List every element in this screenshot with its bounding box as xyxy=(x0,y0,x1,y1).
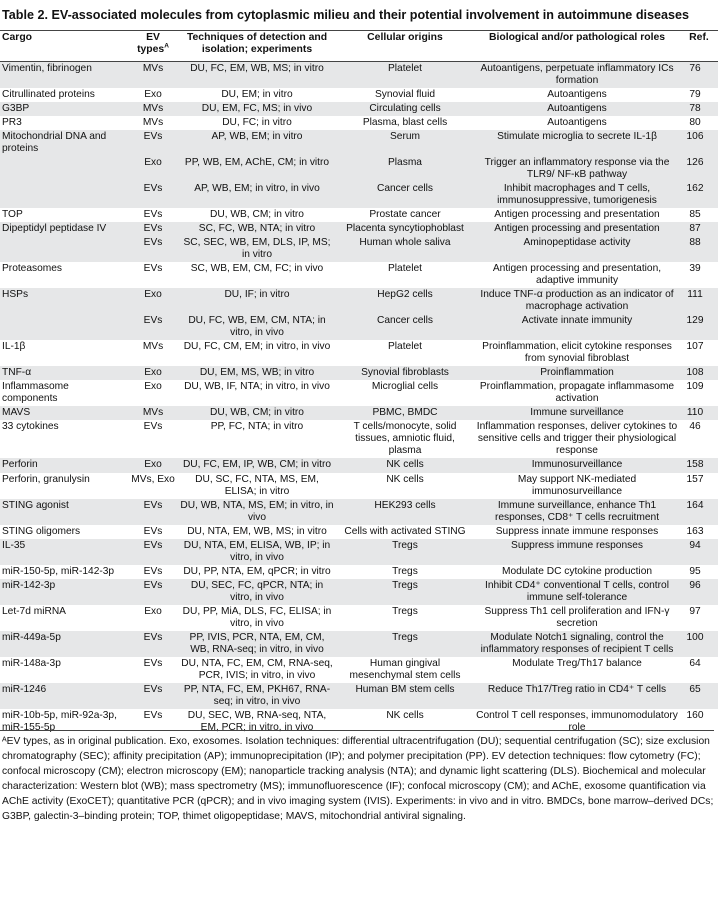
cell-technique: DU, WB, NTA, MS, EM; in vitro, in vivo xyxy=(178,499,336,525)
table-body xyxy=(0,61,718,735)
cell-role: Suppress innate immune responses xyxy=(495,525,659,537)
cell-ref: 80 xyxy=(689,116,701,128)
cell-technique: SC, FC, WB, NTA; in vitro xyxy=(178,222,336,236)
cell-origin: Human BM stem cells xyxy=(336,683,474,709)
cell-ref: 111 xyxy=(680,288,718,314)
cell-role: Antigen processing and presentation, adaptive immunity xyxy=(492,263,662,287)
cell-ref: 163 xyxy=(686,525,704,537)
cell-ev-type: EVs xyxy=(128,631,178,657)
cell-ev-type: EVs xyxy=(128,539,178,565)
cell-cargo: miR-10b-5p, miR-92a-3p, miR-155-5p xyxy=(2,710,117,734)
cell-role: Autoantigens xyxy=(547,88,607,100)
cell-technique: SC, SEC, WB, EM, DLS, IP, MS; in vitro xyxy=(178,236,336,262)
cell-cargo: 33 cytokines xyxy=(2,421,59,433)
cell-origin: Plasma, blast cells xyxy=(362,116,448,128)
cell-ev-type: EVs xyxy=(143,657,163,669)
cell-ev-type: Exo xyxy=(144,605,162,617)
cell-technique: DU, EM; in vitro xyxy=(221,88,293,100)
table-row xyxy=(0,458,718,472)
header-ref: Ref. xyxy=(680,31,718,62)
cell-role: Control T cell responses, immunomodulatory role xyxy=(476,710,678,734)
cell-technique: PP, FC, NTA; in vitro xyxy=(210,421,304,433)
cell-cargo: Mitochondrial DNA and proteins xyxy=(0,130,128,156)
cell-ref: 96 xyxy=(680,579,718,605)
cell-origin: Human gingival mesenchymal stem cells xyxy=(349,657,461,681)
table-row xyxy=(0,499,718,525)
table-row xyxy=(0,657,718,683)
cell-ref: 157 xyxy=(686,473,704,485)
cell-cargo: Dipeptidyl peptidase IV xyxy=(0,222,128,236)
cell-ev-type: EVs xyxy=(128,130,178,156)
cell-role: Modulate DC cytokine production xyxy=(501,565,653,577)
cell-technique: DU, EM, FC, MS; in vivo xyxy=(178,102,336,116)
cell-role: Suppress immune responses xyxy=(474,539,680,565)
cell-cargo: Perforin, granulysin xyxy=(2,473,90,485)
cell-origin: Placenta syncytiophoblast xyxy=(336,222,474,236)
table-row xyxy=(0,61,718,88)
cell-ref: 94 xyxy=(680,539,718,565)
header-cargo: Cargo xyxy=(0,31,128,62)
cell-role: Inhibit CD4⁺ conventional T cells, control immune self-tolerance xyxy=(474,579,680,605)
cell-technique: SC, WB, EM, CM, FC; in vivo xyxy=(190,263,324,274)
cell-role: Autoantigens, perpetuate inflammatory ICs formation xyxy=(474,61,680,88)
cell-technique: DU, FC, EM, IP, WB, CM; in vitro xyxy=(178,458,336,472)
cell-ev-type: MVs xyxy=(142,341,164,353)
cell-technique: DU, NTA, EM, WB, MS; in vitro xyxy=(187,525,327,537)
cell-role: Immune surveillance, enhance Th1 responses, CD8⁺ T cells recruitment xyxy=(474,499,680,525)
cell-technique: DU, IF; in vitro xyxy=(178,288,336,314)
cell-ref: 87 xyxy=(680,222,718,236)
cell-ev-type: MVs xyxy=(128,61,178,88)
cell-ev-type: MVs xyxy=(128,102,178,116)
cell-technique: DU, NTA, EM, ELISA, WB, IP; in vitro, in vivo xyxy=(178,539,336,565)
table-row xyxy=(0,288,718,314)
cell-technique: DU, WB, CM; in vitro xyxy=(178,406,336,420)
cell-ref: 162 xyxy=(680,182,718,208)
cell-ev-type: EVs xyxy=(128,314,178,340)
cell-cargo: TOP xyxy=(2,208,23,220)
cell-technique: DU, FC, WB, EM, CM, NTA; in vitro, in vivo xyxy=(178,314,336,340)
cell-ref: 109 xyxy=(686,381,704,393)
cell-cargo: Perforin xyxy=(0,458,128,472)
cell-ref: 110 xyxy=(680,406,718,420)
cell-ref: 65 xyxy=(680,683,718,709)
cell-role: Immunosurveillance xyxy=(474,458,680,472)
cell-ref: 64 xyxy=(689,657,701,669)
cell-technique: DU, SC, FC, NTA, MS, EM, ELISA; in vitro xyxy=(195,473,319,497)
cell-origin: Platelet xyxy=(388,263,422,274)
cell-ref: 108 xyxy=(680,366,718,380)
cell-role: Stimulate microglia to secrete IL-1β xyxy=(474,130,680,156)
cell-origin: Synovial fluid xyxy=(374,88,436,100)
cell-technique: DU, SEC, WB, RNA-seq, NTA, EM, PCR; in vitro, in vivo xyxy=(187,710,327,734)
table-row xyxy=(0,631,718,657)
table-row xyxy=(0,565,718,579)
cell-ev-type: Exo xyxy=(128,366,178,380)
cell-ev-type: MVs xyxy=(142,116,164,128)
table-footnote: ᴬEV types, as in original publication. Exo, exosomes. Isolation techniques: differential ultracentrifugation (DU); sequential centrifugation (SC); size exclusion chromatography (SEC); affinity precipitation (AP); immunoprecipitation (IP); and polymer precipitation (PP). EV detection techniques: flow cytometry (FC); confocal microscopy (CM); electron microscopy (EM); nanoparticle tracking analysis (NTA); and dynamic light scattering (DLS). Biochemical and molecular characterization: Western blot (WB); mass spectrometry (MS); immunofluorescence (IF); confocal microscopy (CM); and AChE, exosome quantification via AChE activity (ExoCET); quantitative PCR (qPCR); and in vivo imaging system (IVIS). Experiments: in vivo and in vitro. BMDCs, bone marrow–derived DCs; G3BP, galectin-3–binding protein; TOP, thimet oligopeptidase; MAVS, mitochondrial antiviral signaling. xyxy=(0,730,714,825)
cell-origin: Circulating cells xyxy=(336,102,474,116)
cell-ev-type: EVs xyxy=(128,683,178,709)
cell-role: Autoantigens xyxy=(547,116,607,128)
cell-ev-type: EVs xyxy=(143,263,163,274)
cell-role: Antigen processing and presentation xyxy=(494,208,660,220)
cell-ev-type: Exo xyxy=(128,288,178,314)
cell-cargo xyxy=(0,314,128,340)
table-row xyxy=(0,88,718,102)
cell-origin: Tregs xyxy=(392,605,418,617)
cell-origin: NK cells xyxy=(336,458,474,472)
cell-cargo: STING oligomers xyxy=(2,525,81,537)
cell-cargo: miR-449a-5p xyxy=(0,631,128,657)
table-row xyxy=(0,605,718,631)
cell-cargo: IL-35 xyxy=(0,539,128,565)
cell-origin: Microglial cells xyxy=(371,381,439,393)
cell-role: Autoantigens xyxy=(474,102,680,116)
cell-origin: Tregs xyxy=(336,579,474,605)
cell-origin: Tregs xyxy=(392,565,418,577)
cell-technique: DU, PP, NTA, EM, qPCR; in vitro xyxy=(183,565,331,577)
cell-cargo: HSPs xyxy=(0,288,128,314)
table-row xyxy=(0,340,718,366)
cell-technique: DU, WB, IF, NTA; in vitro, in vivo xyxy=(184,381,330,393)
cell-ev-type: Exo xyxy=(128,458,178,472)
cell-ref: 95 xyxy=(689,565,701,577)
cell-cargo: Inflammasome components xyxy=(2,381,69,405)
table-row xyxy=(0,236,718,262)
cell-cargo: STING agonist xyxy=(0,499,128,525)
table-row xyxy=(0,525,718,539)
cell-cargo: MAVS xyxy=(0,406,128,420)
cell-technique: PP, NTA, FC, EM, PKH67, RNA-seq; in vitro, in vivo xyxy=(178,683,336,709)
table-row xyxy=(0,130,718,156)
cell-cargo: PR3 xyxy=(2,116,22,128)
header-origins: Cellular origins xyxy=(336,31,474,62)
cell-role: Modulate Treg/Th17 balance xyxy=(512,657,642,669)
table-row xyxy=(0,473,718,499)
cell-ev-type: EVs xyxy=(143,565,163,577)
cell-cargo: Let-7d miRNA xyxy=(2,605,66,617)
cell-origin: Cells with activated STING xyxy=(344,525,466,537)
cell-cargo: miR-142-3p xyxy=(0,579,128,605)
header-roles: Biological and/or pathological roles xyxy=(474,31,680,62)
cell-ref: 158 xyxy=(680,458,718,472)
cell-role: Proinflammation, propagate inflammasome activation xyxy=(479,381,675,405)
cell-role: Suppress Th1 cell proliferation and IFN-γ secretion xyxy=(484,605,670,629)
cell-technique: DU, FC; in vitro xyxy=(222,116,292,128)
cell-origin: T cells/monocyte, solid tissues, amniotic fluid, plasma xyxy=(353,421,457,457)
header-ev-types-label: EV types xyxy=(137,32,165,56)
cell-role: Aminopeptidase activity xyxy=(474,236,680,262)
table-row xyxy=(0,366,718,380)
cell-ref: 46 xyxy=(689,421,701,433)
table-row xyxy=(0,116,718,130)
cell-origin: Human whole saliva xyxy=(336,236,474,262)
cell-technique: DU, FC, CM, EM; in vitro, in vivo xyxy=(183,341,331,353)
cell-origin: Serum xyxy=(336,130,474,156)
cell-technique: DU, NTA, FC, EM, CM, RNA-seq, PCR, IVIS; in vitro, in vivo xyxy=(181,657,333,681)
cell-ev-type: Exo xyxy=(144,88,162,100)
table-row xyxy=(0,420,718,458)
cell-technique: DU, WB, CM; in vitro xyxy=(210,208,304,220)
table-row xyxy=(0,208,718,222)
table-row xyxy=(0,406,718,420)
cell-ref: 107 xyxy=(686,341,704,353)
cell-technique: DU, SEC, FC, qPCR, NTA; in vitro, in vivo xyxy=(178,579,336,605)
cell-ref: 88 xyxy=(680,236,718,262)
table-row xyxy=(0,539,718,565)
cell-role: Trigger an inflammatory response via the TLR9/ NF-κB pathway xyxy=(474,156,680,182)
cell-origin: PBMC, BMDC xyxy=(336,406,474,420)
cell-origin: Tregs xyxy=(336,539,474,565)
cell-ev-type: EVs xyxy=(143,421,163,433)
cell-origin: NK cells xyxy=(386,710,424,722)
cell-ev-type: EVs xyxy=(143,710,163,722)
cell-technique: DU, EM, MS, WB; in vitro xyxy=(178,366,336,380)
cell-role: May support NK-mediated immunosurveillance xyxy=(517,473,637,497)
table-row xyxy=(0,314,718,340)
cell-ref: 126 xyxy=(680,156,718,182)
cell-ref: 78 xyxy=(680,102,718,116)
cell-role: Antigen processing and presentation xyxy=(474,222,680,236)
cell-cargo: miR-1246 xyxy=(0,683,128,709)
cell-ev-type: MVs, Exo xyxy=(131,473,175,485)
cell-origin: NK cells xyxy=(386,473,424,485)
header-ev-types xyxy=(128,31,178,62)
cell-role: Modulate Notch1 signaling, control the inflammatory responses of recipient T cells xyxy=(474,631,680,657)
cell-role: Immune surveillance xyxy=(474,406,680,420)
table-title: Table 2. EV-associated molecules from cytoplasmic milieu and their potential involvement in autoimmune diseases xyxy=(2,8,690,22)
cell-cargo: Vimentin, fibrinogen xyxy=(0,61,128,88)
header-ev-types-footnote-marker: A xyxy=(164,42,169,50)
cell-ref: 100 xyxy=(680,631,718,657)
cell-ref: 76 xyxy=(680,61,718,88)
header-techniques: Techniques of detection and isolation; experiments xyxy=(178,31,336,62)
cell-role: Reduce Th17/Treg ratio in CD4⁺ T cells xyxy=(474,683,680,709)
cell-ev-type: EVs xyxy=(128,236,178,262)
cell-origin: Synovial fibroblasts xyxy=(336,366,474,380)
cell-cargo xyxy=(0,156,128,182)
cell-origin: Plasma xyxy=(336,156,474,182)
cell-cargo: TNF-α xyxy=(0,366,128,380)
table-row xyxy=(0,102,718,116)
cell-ref: 97 xyxy=(689,605,701,617)
cell-ref: 106 xyxy=(680,130,718,156)
cell-cargo: Proteasomes xyxy=(2,263,63,274)
cell-ref: 129 xyxy=(680,314,718,340)
cell-role: Activate innate immunity xyxy=(474,314,680,340)
cell-ev-type: EVs xyxy=(143,208,163,220)
table-row xyxy=(0,262,718,288)
cell-ref: 164 xyxy=(680,499,718,525)
cell-ev-type: EVs xyxy=(143,525,163,537)
cell-origin: Platelet xyxy=(388,341,422,353)
cell-cargo: Citrullinated proteins xyxy=(2,88,95,100)
cell-cargo: G3BP xyxy=(0,102,128,116)
cell-origin: Cancer cells xyxy=(336,182,474,208)
cell-ev-type: MVs xyxy=(128,406,178,420)
cell-cargo xyxy=(0,236,128,262)
cell-ev-type: EVs xyxy=(128,499,178,525)
cell-origin: Cancer cells xyxy=(336,314,474,340)
cell-ref: 85 xyxy=(689,208,701,220)
cell-ref: 160 xyxy=(686,710,704,722)
cell-technique: PP, IVIS, PCR, NTA, EM, CM, WB, RNA-seq; in vitro, in vivo xyxy=(178,631,336,657)
table-row xyxy=(0,222,718,236)
cell-origin: HEK293 cells xyxy=(336,499,474,525)
cell-ref: 39 xyxy=(689,263,701,274)
cell-ev-type: Exo xyxy=(128,156,178,182)
cell-origin: Platelet xyxy=(336,61,474,88)
table-row xyxy=(0,579,718,605)
cell-technique: DU, PP, MiA, DLS, FC, ELISA; in vitro, in vivo xyxy=(182,605,332,629)
cell-cargo: IL-1β xyxy=(2,341,26,353)
cell-technique: DU, FC, EM, WB, MS; in vitro xyxy=(178,61,336,88)
table-row xyxy=(0,683,718,709)
cell-ev-type: EVs xyxy=(128,222,178,236)
cell-role: Inhibit macrophages and T cells, immunosuppressive, tumorigenesis xyxy=(474,182,680,208)
cell-role: Proinflammation, elicit cytokine responses from synovial fibroblast xyxy=(482,341,672,365)
cell-ev-type: EVs xyxy=(128,182,178,208)
cell-role: Inflammation responses, deliver cytokines to sensitive cells and trigger their physiological response xyxy=(476,421,678,457)
cell-cargo: miR-148a-3p xyxy=(2,657,61,669)
cell-ev-type: Exo xyxy=(144,381,162,393)
table-row xyxy=(0,182,718,208)
cell-ref: 79 xyxy=(689,88,701,100)
table-header-row xyxy=(0,31,718,62)
cell-origin: HepG2 cells xyxy=(336,288,474,314)
data-table xyxy=(0,30,718,735)
cell-origin: Tregs xyxy=(336,631,474,657)
cell-ev-type: EVs xyxy=(128,579,178,605)
cell-cargo xyxy=(0,182,128,208)
cell-technique: AP, WB, EM; in vitro, in vivo xyxy=(178,182,336,208)
cell-cargo: miR-150-5p, miR-142-3p xyxy=(2,565,115,577)
cell-technique: AP, WB, EM; in vitro xyxy=(178,130,336,156)
table-row xyxy=(0,156,718,182)
cell-origin: Prostate cancer xyxy=(369,208,441,220)
cell-technique: PP, WB, EM, AChE, CM; in vitro xyxy=(178,156,336,182)
table-row xyxy=(0,380,718,406)
cell-role: Induce TNF-α production as an indicator of macrophage activation xyxy=(474,288,680,314)
cell-role: Proinflammation xyxy=(474,366,680,380)
